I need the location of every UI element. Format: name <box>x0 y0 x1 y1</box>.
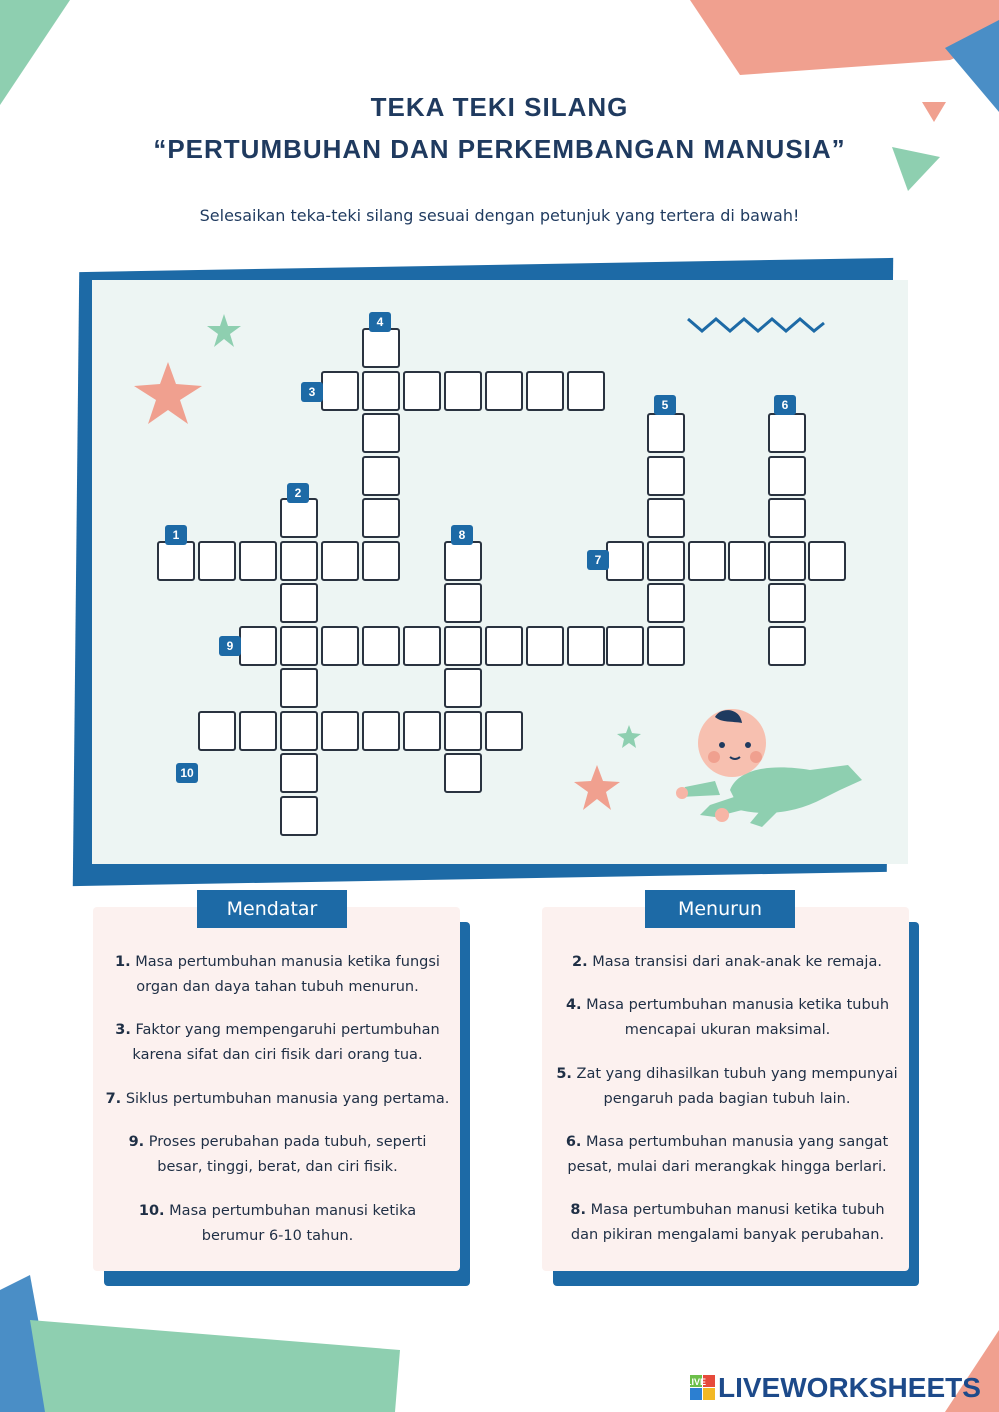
crossword-cell-input[interactable] <box>282 755 316 791</box>
crossword-cell[interactable] <box>567 626 605 666</box>
clue-menurun-5: 5. Zat yang dihasilkan tubuh yang mempunyai pengaruh pada bagian tubuh lain. <box>556 1066 898 1107</box>
zigzag-decoration <box>686 315 826 339</box>
crossword-cell-input[interactable] <box>649 415 683 451</box>
clue-mendatar-7: 7. Siklus pertumbuhan manusia yang pertama. <box>105 1091 450 1107</box>
crossword-cell[interactable] <box>362 498 400 538</box>
crossword-cell-input[interactable] <box>364 415 398 451</box>
clue-number-badge-2: 2 <box>287 483 309 503</box>
crossword-cell[interactable] <box>768 626 806 666</box>
svg-text:LIVE: LIVE <box>685 1377 707 1387</box>
crossword-cell[interactable] <box>362 371 400 411</box>
crossword-cell[interactable] <box>647 498 685 538</box>
corner-decoration-bottom-left <box>0 1275 410 1412</box>
crossword-cell-input[interactable] <box>323 543 357 579</box>
crossword-cell-input[interactable] <box>446 755 480 791</box>
crossword-cell-input[interactable] <box>282 500 316 536</box>
clue-mendatar-1: 1. Masa pertumbuhan manusia ketika fungsi organ dan daya tahan tubuh menurun. <box>115 954 440 995</box>
crossword-cell[interactable] <box>768 456 806 496</box>
crossword-cell[interactable] <box>768 498 806 538</box>
crossword-cell[interactable] <box>362 456 400 496</box>
clue-menurun-6: 6. Masa pertumbuhan manusia yang sangat pesat, mulai dari merangkak hingga berlari. <box>565 1134 889 1175</box>
crossword-cell-input[interactable] <box>569 373 603 409</box>
crossword-cell-input[interactable] <box>608 543 642 579</box>
crossword-cell-input[interactable] <box>323 373 357 409</box>
clue-menurun-8: 8. Masa pertumbuhan manusi ketika tubuh dan pikiran mengalami banyak perubahan. <box>570 1202 885 1243</box>
crossword-cell[interactable] <box>280 796 318 836</box>
crossword-cell-input[interactable] <box>282 670 316 706</box>
crossword-cell-input[interactable] <box>446 713 480 749</box>
clue-number-badge-9: 9 <box>219 636 241 656</box>
crossword-cell-input[interactable] <box>487 713 521 749</box>
crossword-cell-input[interactable] <box>200 713 234 749</box>
clue-number-badge-4: 4 <box>369 312 391 332</box>
crossword-cell[interactable] <box>606 626 644 666</box>
crossword-cell[interactable] <box>362 711 400 751</box>
crossword-cell-input[interactable] <box>730 543 764 579</box>
crossword-cell-input[interactable] <box>649 458 683 494</box>
crossword-cell[interactable] <box>362 328 400 368</box>
star-icon <box>205 313 243 349</box>
crossword-cell[interactable] <box>239 541 277 581</box>
crossword-cell[interactable] <box>321 371 359 411</box>
crossword-cell[interactable] <box>157 541 195 581</box>
crossword-cell-input[interactable] <box>487 628 521 664</box>
clue-number-badge-7: 7 <box>587 550 609 570</box>
crossword-cell[interactable] <box>280 541 318 581</box>
crossword-cell-input[interactable] <box>528 628 562 664</box>
crossword-cell[interactable] <box>280 498 318 538</box>
crossword-cell-input[interactable] <box>364 458 398 494</box>
crossword-cell-input[interactable] <box>282 628 316 664</box>
crossword-cell-input[interactable] <box>569 628 603 664</box>
crossword-cell[interactable] <box>321 626 359 666</box>
clue-number-badge-10: 10 <box>176 763 198 783</box>
crossword-cell[interactable] <box>444 371 482 411</box>
crossword-cell-input[interactable] <box>690 543 724 579</box>
clue-mendatar-3: 3. Faktor yang mempengaruhi pertumbuhan karena sifat dan ciri fisik dari orang tua. <box>115 1022 440 1063</box>
crossword-cell-input[interactable] <box>649 543 683 579</box>
crossword-cell[interactable] <box>768 583 806 623</box>
crossword-cell[interactable] <box>444 541 482 581</box>
crossword-cell[interactable] <box>444 668 482 708</box>
mendatar-heading: Mendatar <box>197 890 347 928</box>
clue-number-badge-1: 1 <box>165 525 187 545</box>
crossword-cell-input[interactable] <box>405 713 439 749</box>
crossword-cell[interactable] <box>403 711 441 751</box>
crossword-cell-input[interactable] <box>364 543 398 579</box>
crossword-cell[interactable] <box>362 413 400 453</box>
star-icon <box>572 764 622 812</box>
crossword-cell-input[interactable] <box>770 458 804 494</box>
crossword-cell-input[interactable] <box>323 713 357 749</box>
crossword-cell-input[interactable] <box>405 373 439 409</box>
instruction-text: Selesaikan teka-teki silang sesuai dengan petunjuk yang tertera di bawah! <box>199 206 800 225</box>
crossword-cell[interactable] <box>728 541 766 581</box>
crossword-cell-input[interactable] <box>282 713 316 749</box>
crossword-cell[interactable] <box>485 371 523 411</box>
title-line-1: TEKA TEKI SILANG <box>370 92 629 122</box>
clue-menurun-4: 4. Masa pertumbuhan manusia ketika tubuh mencapai ukuran maksimal. <box>565 997 890 1038</box>
liveworksheets-logo-icon <box>685 1375 716 1401</box>
crossword-cell-input[interactable] <box>649 628 683 664</box>
crossword-cell-input[interactable] <box>649 500 683 536</box>
crossword-cell[interactable] <box>444 626 482 666</box>
crossword-cell-input[interactable] <box>770 415 804 451</box>
crossword-cell[interactable] <box>444 753 482 793</box>
crawling-baby-illustration <box>670 705 870 830</box>
crossword-cell-input[interactable] <box>323 628 357 664</box>
crossword-cell[interactable] <box>768 413 806 453</box>
crossword-cell[interactable] <box>239 626 277 666</box>
crossword-cell-input[interactable] <box>282 798 316 834</box>
menurun-heading: Menurun <box>645 890 795 928</box>
clue-number-badge-8: 8 <box>451 525 473 545</box>
crossword-cell-input[interactable] <box>159 543 193 579</box>
crossword-cell-input[interactable] <box>241 628 275 664</box>
crossword-cell[interactable] <box>606 541 644 581</box>
crossword-cell[interactable] <box>485 711 523 751</box>
crossword-cell-input[interactable] <box>282 585 316 621</box>
crossword-cell[interactable] <box>647 413 685 453</box>
crossword-cell-input[interactable] <box>364 628 398 664</box>
crossword-cell[interactable] <box>526 626 564 666</box>
star-icon <box>615 724 643 750</box>
crossword-cell[interactable] <box>567 371 605 411</box>
crossword-cell-input[interactable] <box>770 500 804 536</box>
clue-number-badge-3: 3 <box>301 382 323 402</box>
crossword-cell[interactable] <box>198 711 236 751</box>
crossword-cell[interactable] <box>362 626 400 666</box>
liveworksheets-logo-text: LIVEWORKSHEETS <box>718 1372 981 1403</box>
crossword-cell[interactable] <box>403 371 441 411</box>
crossword-cell-input[interactable] <box>770 585 804 621</box>
crossword-cell-input[interactable] <box>446 373 480 409</box>
crossword-cell-input[interactable] <box>241 543 275 579</box>
crossword-cell-input[interactable] <box>528 373 562 409</box>
crossword-cell[interactable] <box>239 711 277 751</box>
clue-number-badge-5: 5 <box>654 395 676 415</box>
crossword-cell[interactable] <box>444 711 482 751</box>
crossword-cell[interactable] <box>198 541 236 581</box>
crossword-cell-input[interactable] <box>608 628 642 664</box>
star-icon <box>132 360 204 426</box>
crossword-cell[interactable] <box>485 626 523 666</box>
crossword-cell[interactable] <box>280 668 318 708</box>
crossword-cell[interactable] <box>647 541 685 581</box>
crossword-cell-input[interactable] <box>446 585 480 621</box>
crossword-cell-input[interactable] <box>810 543 844 579</box>
crossword-cell[interactable] <box>321 711 359 751</box>
crossword-cell-input[interactable] <box>446 543 480 579</box>
crossword-cell-input[interactable] <box>364 500 398 536</box>
crossword-cell-input[interactable] <box>770 628 804 664</box>
crossword-cell[interactable] <box>280 583 318 623</box>
crossword-cell[interactable] <box>362 541 400 581</box>
crossword-cell[interactable] <box>808 541 846 581</box>
crossword-cell[interactable] <box>321 541 359 581</box>
crossword-cell-input[interactable] <box>200 543 234 579</box>
crossword-cell-input[interactable] <box>446 628 480 664</box>
crossword-cell[interactable] <box>647 583 685 623</box>
clue-number-badge-6: 6 <box>774 395 796 415</box>
crossword-cell[interactable] <box>647 456 685 496</box>
clue-mendatar-9: 9. Proses perubahan pada tubuh, seperti besar, tinggi, berat, dan ciri fisik. <box>128 1134 427 1175</box>
crossword-cell-input[interactable] <box>770 543 804 579</box>
crossword-cell-input[interactable] <box>364 713 398 749</box>
crossword-cell[interactable] <box>280 626 318 666</box>
crossword-cell[interactable] <box>280 753 318 793</box>
crossword-cell-input[interactable] <box>364 373 398 409</box>
crossword-cell-input[interactable] <box>487 373 521 409</box>
crossword-cell[interactable] <box>403 626 441 666</box>
clue-menurun-2: 2. Masa transisi dari anak-anak ke remaja. <box>572 954 882 970</box>
clue-mendatar-10: 10. Masa pertumbuhan manusi ketika berumur 6-10 tahun. <box>138 1203 417 1244</box>
crossword-cell-input[interactable] <box>241 713 275 749</box>
crossword-cell[interactable] <box>280 711 318 751</box>
crossword-cell[interactable] <box>444 583 482 623</box>
title-line-2: “PERTUMBUHAN DAN PERKEMBANGAN MANUSIA” <box>153 134 846 164</box>
crossword-cell[interactable] <box>647 626 685 666</box>
crossword-cell-input[interactable] <box>405 628 439 664</box>
crossword-cell-input[interactable] <box>446 670 480 706</box>
crossword-cell-input[interactable] <box>649 585 683 621</box>
crossword-cell-input[interactable] <box>364 330 398 366</box>
crossword-cell[interactable] <box>526 371 564 411</box>
crossword-cell[interactable] <box>688 541 726 581</box>
crossword-cell-input[interactable] <box>282 543 316 579</box>
crossword-cell[interactable] <box>768 541 806 581</box>
